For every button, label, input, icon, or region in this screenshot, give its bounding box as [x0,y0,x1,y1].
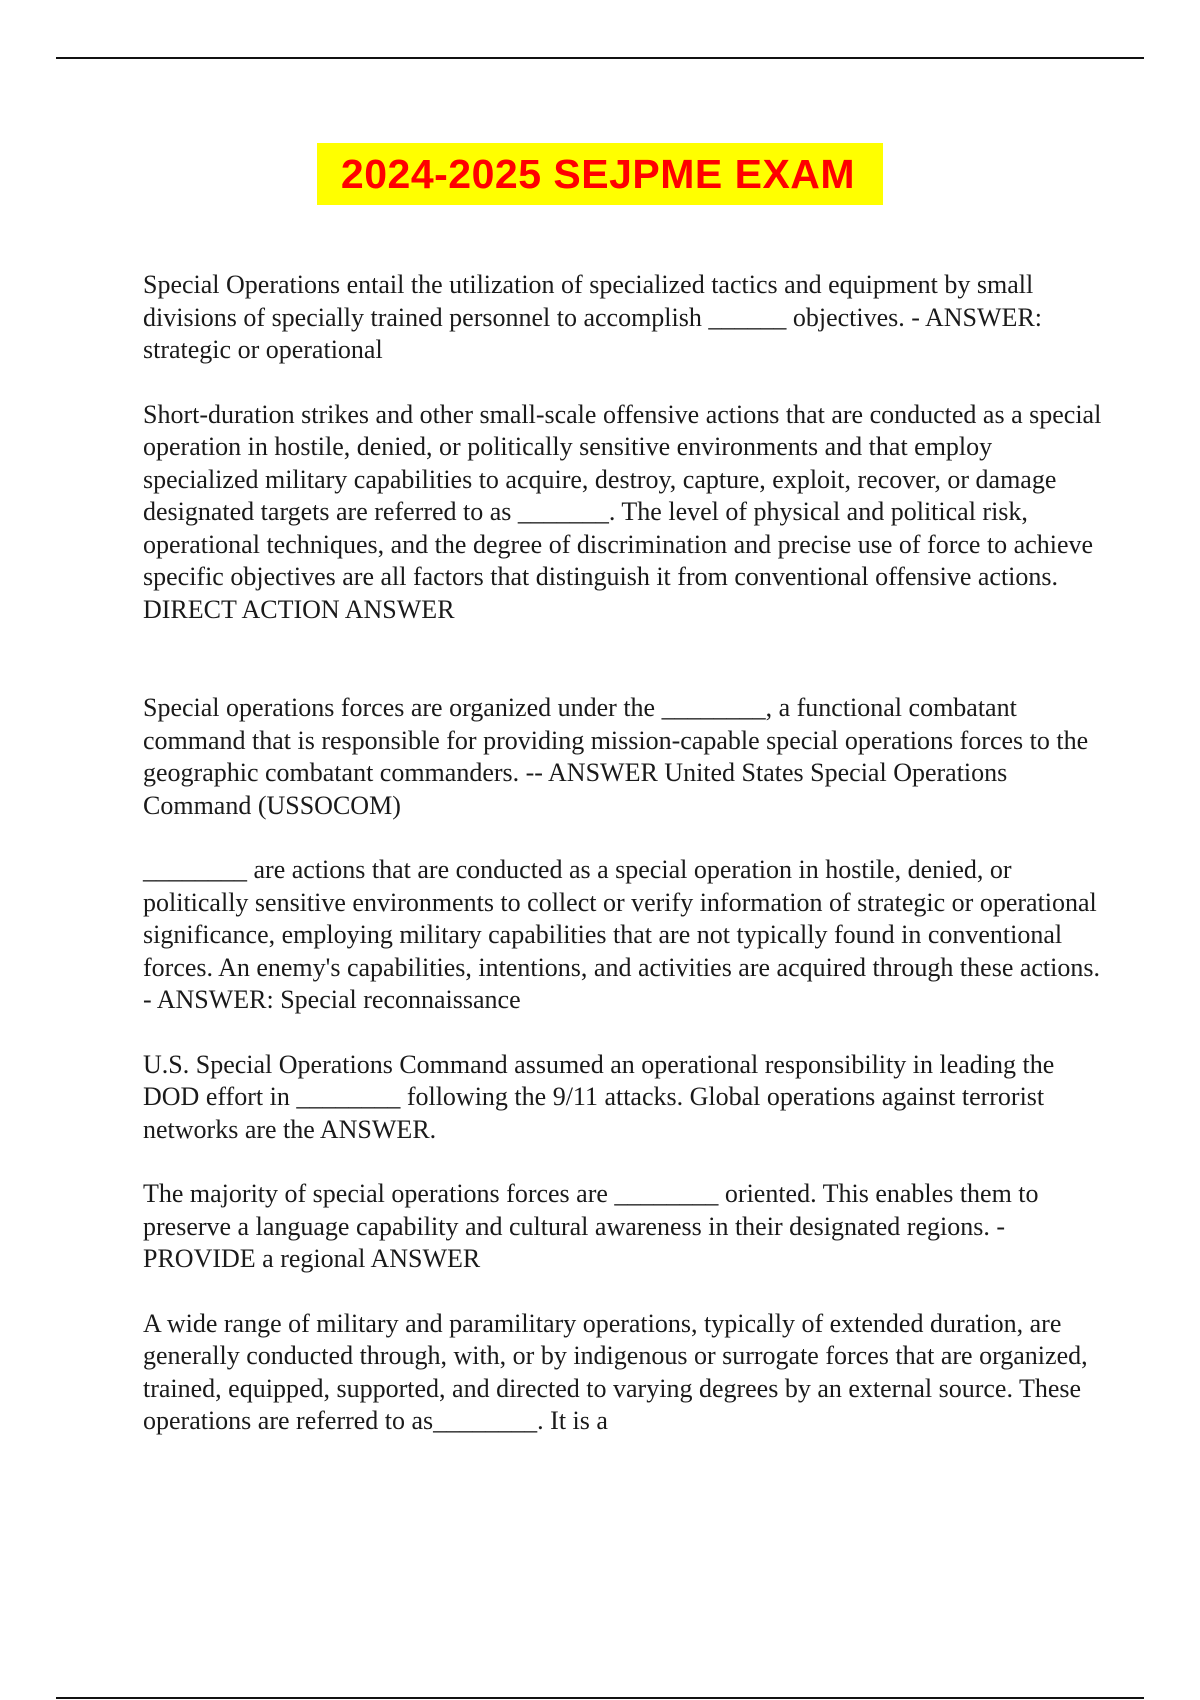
question-paragraph-4: ________ are actions that are conducted as a special operation in hostile, denied, or politically sensitive environments to collect or verify information of strategic or operational significance, employing military capabilities that are not typically found in conventional forces. An enemy's capabilities, intentions, and activities are acquired through these actions. - ANSWER: Special reconnaissance [143,855,1100,1014]
footer-rule [56,1697,1144,1699]
question-paragraph-1: Special Operations entail the utilization of specialized tactics and equipment by small divisions of specially trained personnel to accomplish ______ objectives. - ANSWER: strategic or operational [143,270,1043,364]
question-paragraph-3: Special operations forces are organized under the ________, a functional combatant command that is responsible for providing mission-capable special operations forces to the geographic combatant commanders. -- ANSWER United States Special Operations Command (USSOCOM) [143,693,1089,820]
question-paragraph-2: Short-duration strikes and other small-scale offensive actions that are conducted as a special operation in hostile, denied, or politically sensitive environments and that employ specialized military capabilities to acquire, destroy, capture, exploit, recover, or damage designated targets are referred to as _______. The level of physical and political risk, operational techniques, and the degree of discrimination and precise use of force to achieve specific objectives are all factors that distinguish it from conventional offensive actions. DIRECT ACTION ANSWER [143,399,1102,624]
document-body [143,269,1103,1470]
title-container [0,143,1200,205]
document-title: 2024-2025 SEJPME EXAM [317,143,883,205]
question-paragraph-7: A wide range of military and paramilitary operations, typically of extended duration, are generally conducted through, with, or by indigenous or surrogate forces that are organized, trained, equipped, supported, and directed to varying degrees by an external source. These operations are referred to as________. It is a [143,1308,1088,1435]
question-paragraph-5: U.S. Special Operations Command assumed an operational responsibility in leading the DOD effort in ________ following the 9/11 attacks. Global operations against terrorist networks are the ANSWER. [143,1049,1055,1144]
header-rule [56,57,1144,59]
question-paragraph-6: The majority of special operations forces are ________ oriented. This enables them to preserve a language capability and cultural awareness in their designated regions. - PROVIDE a regional ANSWER [143,1179,1039,1273]
